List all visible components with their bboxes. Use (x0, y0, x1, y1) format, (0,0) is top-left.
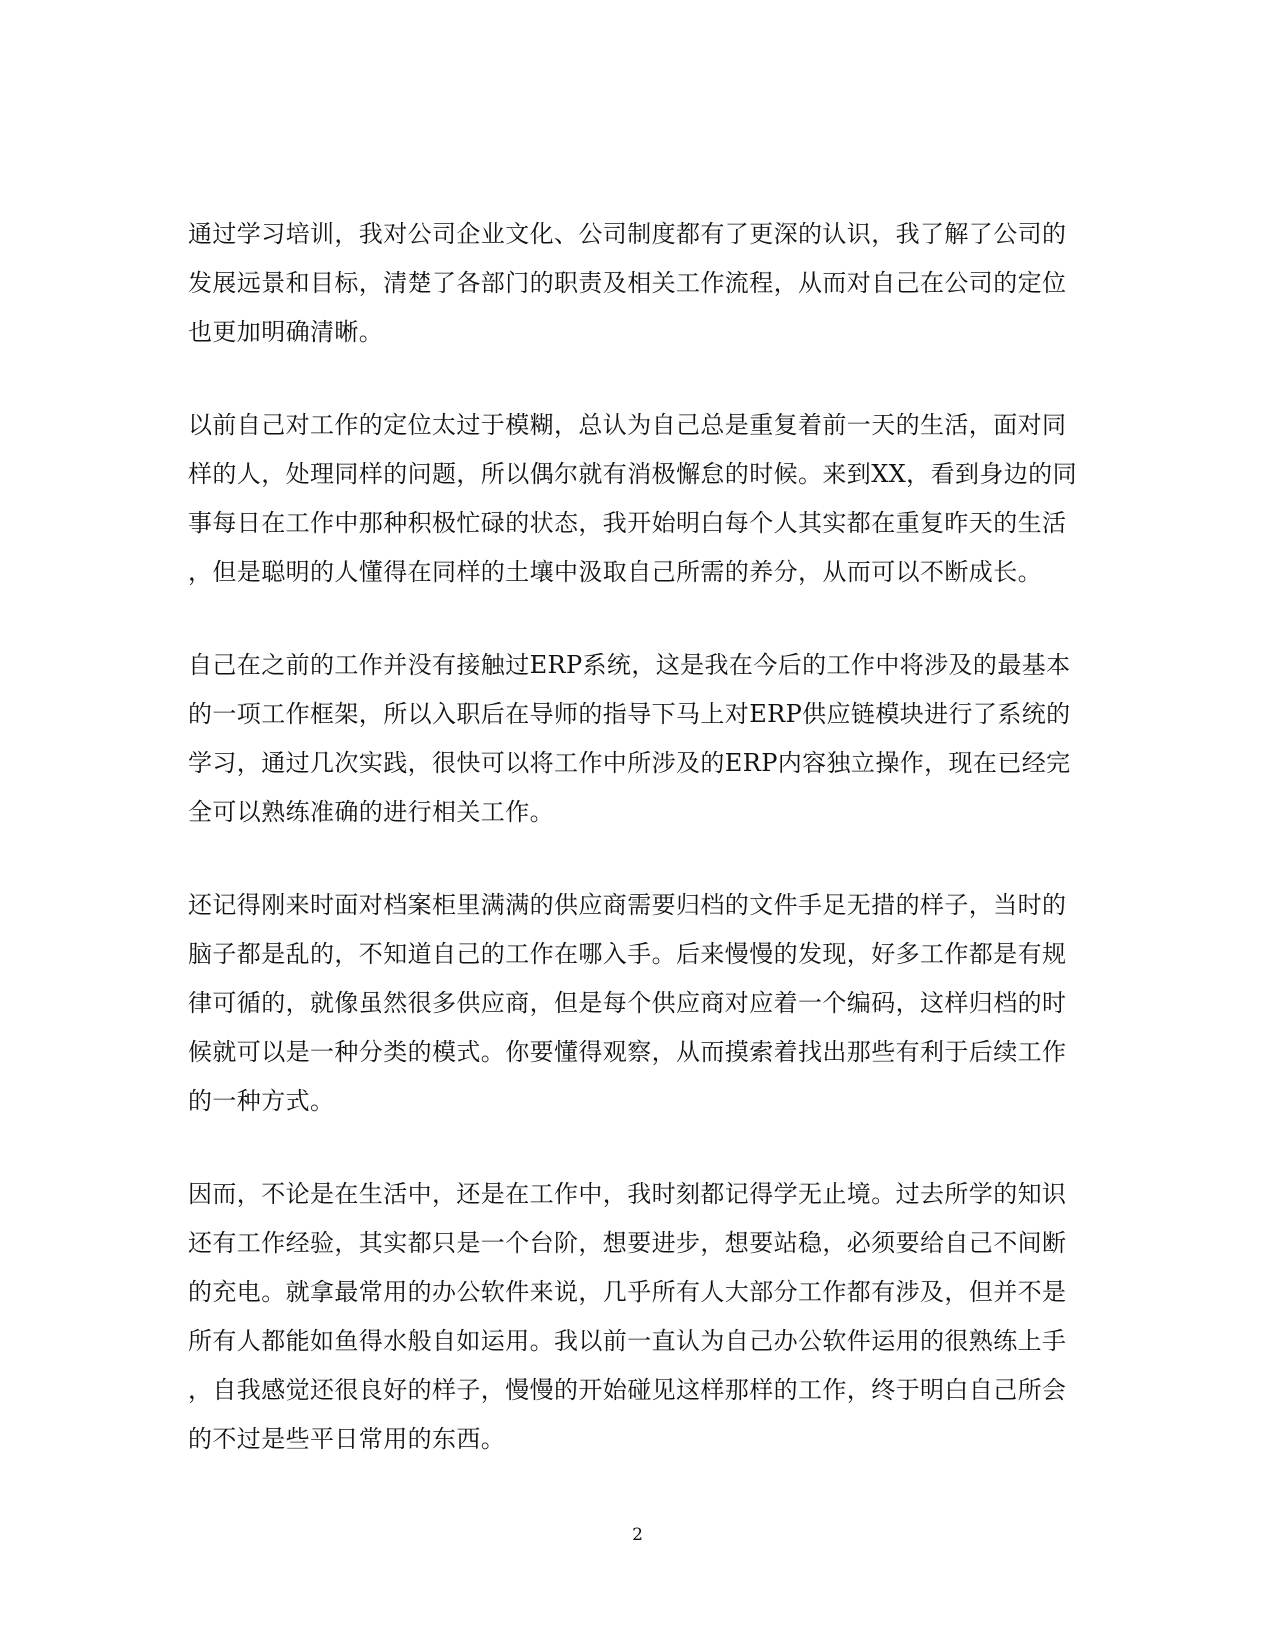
text-line: ，但是聪明的人懂得在同样的土壤中汲取自己所需的养分，从而可以不断成长。 (188, 558, 1042, 586)
text-line: 律可循的，就像虽然很多供应商，但是每个供应商对应着一个编码，这样归档的时 (188, 989, 1067, 1017)
body-text (188, 210, 1088, 1508)
text-line: 还记得刚来时面对档案柜里满满的供应商需要归档的文件手足无措的样子，当时的 (188, 891, 1067, 919)
text-line: 事每日在工作中那种积极忙碌的状态，我开始明白每个人其实都在重复昨天的生活 (188, 509, 1067, 537)
page-number: 2 (632, 1525, 643, 1545)
text-line: 所有人都能如鱼得水般自如运用。我以前一直认为自己办公软件运用的很熟练上手 (188, 1327, 1067, 1355)
text-line: 的一项工作框架，所以入职后在导师的指导下马上对ERP供应链模块进行了系统的 (188, 700, 1071, 728)
text-line: 因而，不论是在生活中，还是在工作中，我时刻都记得学无止境。过去所学的知识 (188, 1180, 1067, 1208)
text-line: 还有工作经验，其实都只是一个台阶，想要进步，想要站稳，必须要给自己不间断 (188, 1229, 1067, 1257)
text-line: 自己在之前的工作并没有接触过ERP系统，这是我在今后的工作中将涉及的最基本 (188, 651, 1071, 679)
text-line: 也更加明确清晰。 (188, 318, 384, 346)
paragraph-2 (188, 401, 1088, 597)
text-line: 脑子都是乱的，不知道自己的工作在哪入手。后来慢慢的发现，好多工作都是有规 (188, 940, 1067, 968)
text-line: 样的人，处理同样的问题，所以偶尔就有消极懈怠的时候。来到XX，看到身边的同 (188, 460, 1077, 488)
text-line: 全可以熟练准确的进行相关工作。 (188, 798, 554, 826)
paragraph-1 (188, 210, 1088, 357)
paragraph-4 (188, 881, 1088, 1126)
text-line: 的不过是些平日常用的东西。 (188, 1425, 506, 1453)
paragraph-3 (188, 641, 1088, 837)
text-line: 的充电。就拿最常用的办公软件来说，几乎所有人大部分工作都有涉及，但并不是 (188, 1278, 1067, 1306)
text-line: 的一种方式。 (188, 1087, 335, 1115)
text-line: 发展远景和目标，清楚了各部门的职责及相关工作流程，从而对自己在公司的定位 (188, 269, 1067, 297)
paragraph-5 (188, 1170, 1088, 1464)
text-line: ，自我感觉还很良好的样子，慢慢的开始碰见这样那样的工作，终于明白自己所会 (188, 1376, 1067, 1404)
text-line: 通过学习培训，我对公司企业文化、公司制度都有了更深的认识，我了解了公司的 (188, 220, 1067, 248)
text-line: 学习，通过几次实践，很快可以将工作中所涉及的ERP内容独立操作，现在已经完 (188, 749, 1071, 777)
text-line: 候就可以是一种分类的模式。你要懂得观察，从而摸索着找出那些有利于后续工作 (188, 1038, 1067, 1066)
text-line: 以前自己对工作的定位太过于模糊，总认为自己总是重复着前一天的生活，面对同 (188, 411, 1067, 439)
